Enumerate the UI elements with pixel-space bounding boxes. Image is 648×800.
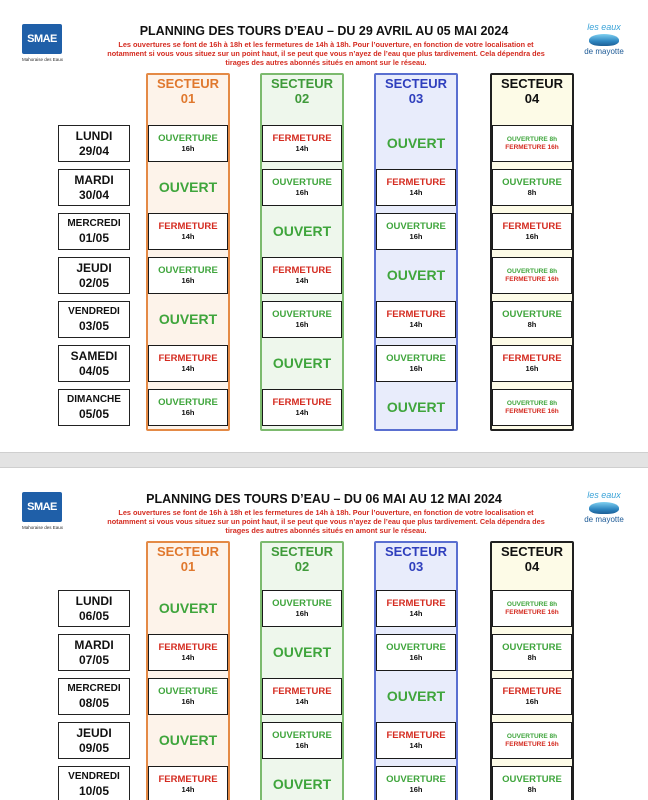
day-name: VENDREDI bbox=[68, 306, 120, 317]
notice-text bbox=[88, 508, 564, 536]
day-date: 01/05 bbox=[78, 231, 110, 245]
status-box bbox=[492, 634, 572, 671]
closing-time: FERMETURE 16h bbox=[505, 276, 559, 283]
sector-header-03: SECTEUR 03 bbox=[384, 544, 448, 574]
status-box bbox=[148, 389, 228, 426]
status-box bbox=[492, 678, 572, 715]
status-hour: 16h bbox=[295, 188, 309, 197]
status-box bbox=[148, 125, 228, 162]
day-label-jeudi bbox=[58, 722, 130, 759]
status-hour: 16h bbox=[181, 144, 195, 153]
day-name: LUNDI bbox=[75, 594, 113, 608]
status-hour: 8h bbox=[527, 653, 537, 662]
smae-logo-subtitle: Mahoraise des Eaux bbox=[22, 525, 64, 530]
day-label-mardi bbox=[58, 634, 130, 671]
status-label: OUVERTURE bbox=[386, 221, 446, 232]
day-name: MARDI bbox=[74, 173, 114, 187]
status-hour: 16h bbox=[525, 697, 539, 706]
schedule-cell-sector-04 bbox=[492, 590, 572, 627]
status-box bbox=[492, 257, 572, 294]
day-date: 05/05 bbox=[78, 407, 110, 421]
status-label: OUVERTURE bbox=[272, 598, 332, 609]
status-hour: 14h bbox=[295, 697, 309, 706]
status-box bbox=[376, 345, 456, 382]
status-box bbox=[262, 678, 342, 715]
schedule-cell-sector-03 bbox=[376, 169, 456, 206]
day-name: LUNDI bbox=[75, 129, 113, 143]
schedule-cell-sector-02 bbox=[262, 590, 342, 627]
status-box bbox=[262, 169, 342, 206]
status-box bbox=[262, 590, 342, 627]
notice-line: tirages des autres abonnés situés en amont sur le réseau. bbox=[225, 58, 427, 68]
schedule-cell-sector-01 bbox=[148, 678, 228, 715]
schedule-cell-sector-02 bbox=[262, 634, 342, 671]
status-box bbox=[492, 213, 572, 250]
schedule-cell-sector-02 bbox=[262, 213, 342, 250]
day-date: 10/05 bbox=[78, 784, 110, 798]
closing-time: FERMETURE 16h bbox=[505, 144, 559, 151]
schedule-cell-sector-01 bbox=[148, 301, 228, 338]
day-name: DIMANCHE bbox=[67, 394, 121, 405]
status-label: FERMETURE bbox=[502, 353, 562, 364]
status-label: FERMETURE bbox=[386, 730, 446, 741]
schedule-cell-sector-01 bbox=[148, 389, 228, 426]
status-box bbox=[376, 169, 456, 206]
schedule-page-2 bbox=[0, 468, 648, 800]
status-hour: 14h bbox=[295, 144, 309, 153]
status-hour: 16h bbox=[181, 276, 195, 285]
day-name: JEUDI bbox=[76, 261, 112, 275]
notice-line: Les ouvertures se font de 16h à 18h et les fermetures de 14h à 18h. Pour l’ouverture, en fonction de votre localisation et bbox=[118, 40, 534, 49]
status-hour: 16h bbox=[409, 232, 423, 241]
sector-header-01: SECTEUR 01 bbox=[156, 76, 220, 106]
day-name: MARDI bbox=[74, 638, 114, 652]
status-label: FERMETURE bbox=[272, 397, 332, 408]
day-name: VENDREDI bbox=[68, 771, 120, 782]
status-box bbox=[148, 766, 228, 800]
status-box bbox=[262, 257, 342, 294]
status-label: FERMETURE bbox=[272, 686, 332, 697]
smae-logo-mark: SMAE bbox=[22, 492, 62, 522]
opening-time: OUVERTURE 8h bbox=[506, 733, 558, 740]
schedule-cell-sector-02 bbox=[262, 257, 342, 294]
schedule-cell-sector-01 bbox=[148, 722, 228, 759]
opening-time: OUVERTURE 8h bbox=[506, 136, 558, 143]
status-box bbox=[376, 590, 456, 627]
status-box bbox=[376, 766, 456, 800]
status-hour: 14h bbox=[409, 320, 423, 329]
status-label: OUVERTURE bbox=[272, 730, 332, 741]
notice-line: tirages des autres abonnés situés en amont sur le réseau. bbox=[225, 526, 427, 536]
schedule-cell-sector-02 bbox=[262, 301, 342, 338]
opening-time: OUVERTURE 8h bbox=[506, 400, 558, 407]
status-label: OUVERTURE bbox=[386, 353, 446, 364]
status-hour: 8h bbox=[527, 785, 537, 794]
status-open: OUVERT bbox=[272, 223, 332, 239]
schedule-cell-sector-04 bbox=[492, 766, 572, 800]
status-box bbox=[376, 722, 456, 759]
mayotte-logo-bottom: de mayotte bbox=[584, 515, 624, 524]
status-box bbox=[376, 634, 456, 671]
schedule-cell-sector-03 bbox=[376, 590, 456, 627]
schedule-cell-sector-04 bbox=[492, 301, 572, 338]
schedule-cell-sector-03 bbox=[376, 345, 456, 382]
day-date: 29/04 bbox=[78, 144, 110, 158]
schedule-cell-sector-03 bbox=[376, 257, 456, 294]
status-hour: 16h bbox=[181, 408, 195, 417]
sector-header-01: SECTEUR 01 bbox=[156, 544, 220, 574]
schedule-cell-sector-04 bbox=[492, 345, 572, 382]
schedule-cell-sector-02 bbox=[262, 678, 342, 715]
schedule-cell-sector-03 bbox=[376, 389, 456, 426]
day-name: MERCREDI bbox=[67, 683, 121, 694]
status-hour: 16h bbox=[181, 697, 195, 706]
page-separator bbox=[0, 452, 648, 468]
day-label-mercredi bbox=[58, 213, 130, 250]
smae-logo bbox=[22, 492, 62, 532]
status-hour: 14h bbox=[409, 609, 423, 618]
status-label: OUVERTURE bbox=[502, 774, 562, 785]
status-label: FERMETURE bbox=[502, 686, 562, 697]
eaux-de-mayotte-logo bbox=[576, 490, 632, 532]
closing-time: FERMETURE 16h bbox=[505, 408, 559, 415]
schedule-cell-sector-01 bbox=[148, 213, 228, 250]
status-open: OUVERT bbox=[386, 267, 446, 283]
day-label-lundi bbox=[58, 590, 130, 627]
status-hour: 14h bbox=[295, 276, 309, 285]
sector-header-02: SECTEUR 02 bbox=[270, 544, 334, 574]
status-label: OUVERTURE bbox=[158, 133, 218, 144]
notice-line: notamment si vous vous situez sur un point haut, il se peut que vous n’ayez de l’eau que plus tardivement. Cela dépendra des bbox=[107, 49, 545, 59]
day-date: 30/04 bbox=[78, 188, 110, 202]
status-box bbox=[492, 766, 572, 800]
schedule-cell-sector-02 bbox=[262, 722, 342, 759]
smae-logo-subtitle: Mahoraise des Eaux bbox=[22, 57, 64, 62]
status-box bbox=[376, 301, 456, 338]
schedule-cell-sector-03 bbox=[376, 213, 456, 250]
status-label: FERMETURE bbox=[272, 265, 332, 276]
status-label: OUVERTURE bbox=[502, 642, 562, 653]
status-open: OUVERT bbox=[386, 135, 446, 151]
day-label-lundi bbox=[58, 125, 130, 162]
day-label-vendredi bbox=[58, 301, 130, 338]
schedule-cell-sector-01 bbox=[148, 766, 228, 800]
status-box bbox=[376, 213, 456, 250]
status-hour: 14h bbox=[181, 785, 195, 794]
schedule-cell-sector-01 bbox=[148, 345, 228, 382]
status-box bbox=[492, 722, 572, 759]
status-label: OUVERTURE bbox=[158, 265, 218, 276]
schedule-cell-sector-04 bbox=[492, 634, 572, 671]
status-hour: 14h bbox=[181, 364, 195, 373]
mayotte-logo-top: les eaux bbox=[587, 22, 621, 32]
mayotte-logo-bottom: de mayotte bbox=[584, 47, 624, 56]
status-box bbox=[492, 169, 572, 206]
status-hour: 16h bbox=[409, 364, 423, 373]
sector-header-02: SECTEUR 02 bbox=[270, 76, 334, 106]
status-open: OUVERT bbox=[158, 600, 218, 616]
eaux-de-mayotte-logo bbox=[576, 22, 632, 64]
page-title: PLANNING DES TOURS D’EAU – DU 06 MAI AU 12 MAI 2024 bbox=[146, 492, 502, 506]
status-label: OUVERTURE bbox=[272, 309, 332, 320]
schedule-cell-sector-03 bbox=[376, 125, 456, 162]
schedule-cell-sector-04 bbox=[492, 213, 572, 250]
day-date: 03/05 bbox=[78, 319, 110, 333]
status-box bbox=[262, 301, 342, 338]
status-box bbox=[148, 213, 228, 250]
status-label: OUVERTURE bbox=[386, 774, 446, 785]
day-name: JEUDI bbox=[76, 726, 112, 740]
schedule-cell-sector-03 bbox=[376, 766, 456, 800]
day-label-jeudi bbox=[58, 257, 130, 294]
status-box bbox=[262, 125, 342, 162]
status-hour: 16h bbox=[525, 232, 539, 241]
schedule-cell-sector-02 bbox=[262, 389, 342, 426]
status-open: OUVERT bbox=[158, 732, 218, 748]
status-open: OUVERT bbox=[386, 399, 446, 415]
status-label: OUVERTURE bbox=[502, 309, 562, 320]
day-label-mardi bbox=[58, 169, 130, 206]
schedule-cell-sector-04 bbox=[492, 389, 572, 426]
smae-logo bbox=[22, 24, 62, 64]
notice-line: Les ouvertures se font de 16h à 18h et les fermetures de 14h à 18h. Pour l’ouverture, en fonction de votre localisation et bbox=[118, 508, 534, 517]
schedule-cell-sector-01 bbox=[148, 590, 228, 627]
schedule-cell-sector-01 bbox=[148, 634, 228, 671]
status-hour: 8h bbox=[527, 320, 537, 329]
schedule-cell-sector-04 bbox=[492, 678, 572, 715]
schedule-cell-sector-03 bbox=[376, 722, 456, 759]
status-label: FERMETURE bbox=[386, 177, 446, 188]
day-label-mercredi bbox=[58, 678, 130, 715]
status-box bbox=[492, 590, 572, 627]
schedule-cell-sector-03 bbox=[376, 678, 456, 715]
schedule-cell-sector-03 bbox=[376, 301, 456, 338]
status-box bbox=[148, 678, 228, 715]
schedule-cell-sector-04 bbox=[492, 169, 572, 206]
status-hour: 14h bbox=[409, 188, 423, 197]
schedule-cell-sector-02 bbox=[262, 345, 342, 382]
schedule-cell-sector-04 bbox=[492, 125, 572, 162]
status-hour: 16h bbox=[409, 785, 423, 794]
status-open: OUVERT bbox=[386, 688, 446, 704]
status-label: FERMETURE bbox=[272, 133, 332, 144]
status-label: OUVERTURE bbox=[158, 397, 218, 408]
day-label-vendredi bbox=[58, 766, 130, 800]
sector-header-03: SECTEUR 03 bbox=[384, 76, 448, 106]
schedule-cell-sector-04 bbox=[492, 722, 572, 759]
opening-time: OUVERTURE 8h bbox=[506, 268, 558, 275]
schedule-cell-sector-01 bbox=[148, 125, 228, 162]
water-drop-icon bbox=[589, 502, 619, 514]
status-hour: 14h bbox=[295, 408, 309, 417]
status-label: OUVERTURE bbox=[386, 642, 446, 653]
status-hour: 14h bbox=[181, 232, 195, 241]
sector-header-04: SECTEUR 04 bbox=[500, 544, 564, 574]
status-box bbox=[148, 257, 228, 294]
closing-time: FERMETURE 16h bbox=[505, 741, 559, 748]
notice-line: notamment si vous vous situez sur un point haut, il se peut que vous n’ayez de l’eau que plus tardivement. Cela dépendra des bbox=[107, 517, 545, 527]
day-date: 02/05 bbox=[78, 276, 110, 290]
schedule-cell-sector-02 bbox=[262, 169, 342, 206]
status-label: OUVERTURE bbox=[502, 177, 562, 188]
status-label: FERMETURE bbox=[158, 642, 218, 653]
status-label: OUVERTURE bbox=[158, 686, 218, 697]
schedule-cell-sector-01 bbox=[148, 257, 228, 294]
status-label: FERMETURE bbox=[386, 309, 446, 320]
closing-time: FERMETURE 16h bbox=[505, 609, 559, 616]
status-box bbox=[148, 634, 228, 671]
day-name: SAMEDI bbox=[70, 349, 118, 363]
day-date: 07/05 bbox=[78, 653, 110, 667]
status-label: FERMETURE bbox=[502, 221, 562, 232]
status-open: OUVERT bbox=[272, 776, 332, 792]
status-open: OUVERT bbox=[272, 644, 332, 660]
schedule-cell-sector-03 bbox=[376, 634, 456, 671]
opening-time: OUVERTURE 8h bbox=[506, 601, 558, 608]
water-drop-icon bbox=[589, 34, 619, 46]
status-box bbox=[262, 722, 342, 759]
status-hour: 16h bbox=[295, 741, 309, 750]
day-label-samedi bbox=[58, 345, 130, 382]
status-hour: 14h bbox=[409, 741, 423, 750]
status-hour: 16h bbox=[525, 364, 539, 373]
status-box bbox=[492, 345, 572, 382]
status-hour: 16h bbox=[295, 609, 309, 618]
status-box bbox=[262, 389, 342, 426]
status-box bbox=[492, 125, 572, 162]
status-label: FERMETURE bbox=[386, 598, 446, 609]
schedule-cell-sector-02 bbox=[262, 125, 342, 162]
day-name: MERCREDI bbox=[67, 218, 121, 229]
status-open: OUVERT bbox=[158, 311, 218, 327]
status-box bbox=[492, 301, 572, 338]
page-title: PLANNING DES TOURS D’EAU – DU 29 AVRIL AU 05 MAI 2024 bbox=[139, 24, 509, 38]
schedule-cell-sector-04 bbox=[492, 257, 572, 294]
status-hour: 16h bbox=[409, 653, 423, 662]
schedule-cell-sector-02 bbox=[262, 766, 342, 800]
status-open: OUVERT bbox=[158, 179, 218, 195]
status-hour: 16h bbox=[295, 320, 309, 329]
status-hour: 8h bbox=[527, 188, 537, 197]
day-date: 04/05 bbox=[78, 364, 110, 378]
day-date: 09/05 bbox=[78, 741, 110, 755]
day-label-dimanche bbox=[58, 389, 130, 426]
status-label: OUVERTURE bbox=[272, 177, 332, 188]
status-label: FERMETURE bbox=[158, 221, 218, 232]
notice-text bbox=[88, 40, 564, 68]
status-box bbox=[148, 345, 228, 382]
status-label: FERMETURE bbox=[158, 353, 218, 364]
status-box bbox=[492, 389, 572, 426]
day-date: 06/05 bbox=[78, 609, 110, 623]
status-hour: 14h bbox=[181, 653, 195, 662]
status-open: OUVERT bbox=[272, 355, 332, 371]
mayotte-logo-top: les eaux bbox=[587, 490, 621, 500]
status-label: FERMETURE bbox=[158, 774, 218, 785]
day-date: 08/05 bbox=[78, 696, 110, 710]
sector-header-04: SECTEUR 04 bbox=[500, 76, 564, 106]
smae-logo-mark: SMAE bbox=[22, 24, 62, 54]
schedule-cell-sector-01 bbox=[148, 169, 228, 206]
